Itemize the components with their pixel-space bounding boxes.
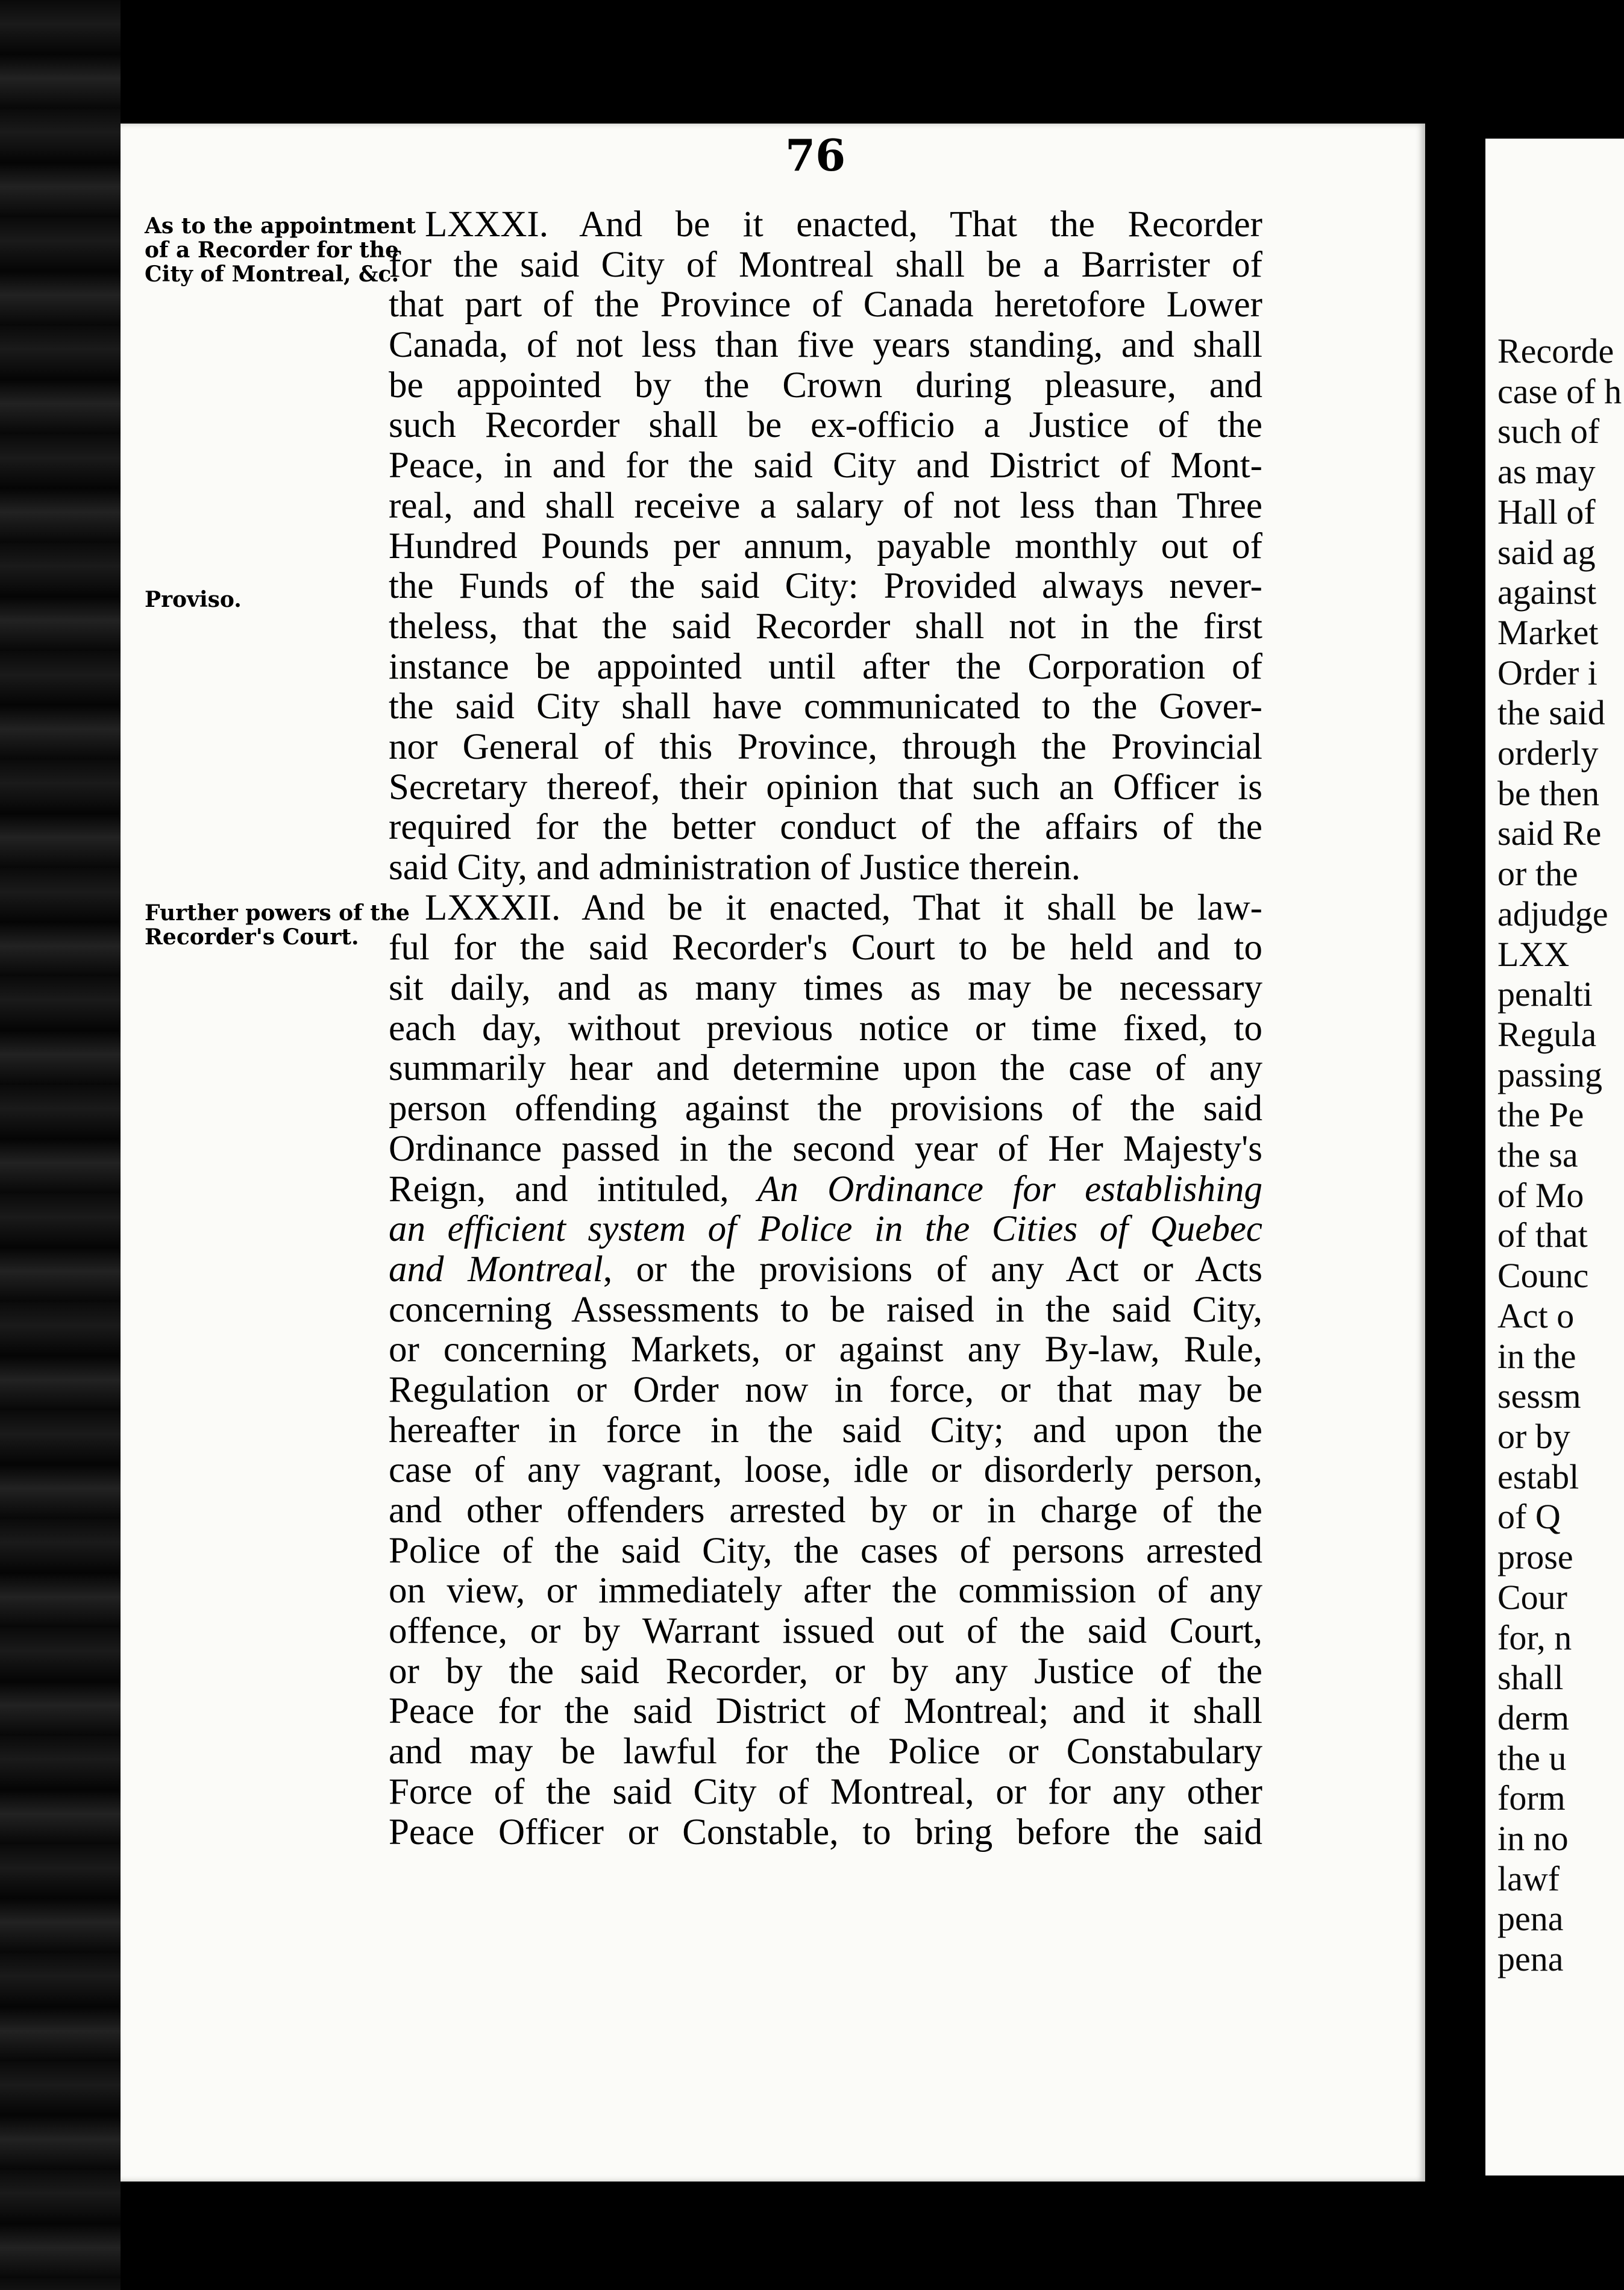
right-page-line: of Mo bbox=[1497, 1175, 1584, 1215]
right-page-line: said Re bbox=[1497, 814, 1602, 853]
section-text bbox=[389, 205, 1262, 1852]
body-line: person offending against the provisions of the said bbox=[389, 1088, 1262, 1129]
right-page-line: the said bbox=[1497, 693, 1605, 733]
right-page-line: derm bbox=[1497, 1698, 1570, 1737]
body-line: real, and shall receive a salary of not less than Three bbox=[389, 485, 1262, 526]
right-page bbox=[1485, 139, 1624, 2176]
right-page-line: lawf bbox=[1497, 1859, 1560, 1898]
body-line: LXXXII. And be it enacted, That it shall be law- bbox=[425, 887, 1262, 928]
right-page-line: prose bbox=[1497, 1537, 1573, 1577]
right-page-line: establ bbox=[1497, 1457, 1579, 1496]
right-page-line: the sa bbox=[1497, 1135, 1578, 1175]
right-page-line: Recorde bbox=[1497, 331, 1614, 371]
body-line: Force of the said City of Montreal, or for any other bbox=[389, 1771, 1262, 1812]
right-page-line: sessm bbox=[1497, 1376, 1581, 1416]
body-line: Peace for the said District of Montreal; and it shall bbox=[389, 1691, 1262, 1732]
body-line: the said City shall have communicated to the Gover- bbox=[389, 686, 1262, 727]
right-page-line: shall bbox=[1497, 1658, 1564, 1698]
right-page-line: Hall of bbox=[1497, 492, 1596, 532]
right-page-line: LXX bbox=[1497, 934, 1570, 974]
page-number: 76 bbox=[785, 130, 846, 181]
body-line: that part of the Province of Canada heretofore Lower bbox=[389, 284, 1262, 325]
margin-note-line: As to the appointment bbox=[145, 213, 416, 239]
body-line bbox=[389, 1250, 1262, 1290]
right-page-line: Counc bbox=[1497, 1256, 1589, 1296]
right-page-line: the Pe bbox=[1497, 1095, 1584, 1135]
right-page-line: or the bbox=[1497, 854, 1578, 894]
body-line: Regulation or Order now in force, or that may be bbox=[389, 1369, 1262, 1410]
right-page-line: of Q bbox=[1497, 1497, 1561, 1537]
right-page-line: Act o bbox=[1497, 1296, 1575, 1335]
right-page-line: penalti bbox=[1497, 974, 1593, 1014]
right-page-line: for, n bbox=[1497, 1617, 1572, 1657]
right-page-line: Regula bbox=[1497, 1014, 1597, 1054]
body-line: Ordinance passed in the second year of Her Majesty's bbox=[389, 1128, 1262, 1169]
margin-note-line: Proviso. bbox=[145, 587, 242, 612]
body-line: summarily hear and determine upon the case of any bbox=[389, 1048, 1262, 1089]
film-edge bbox=[0, 0, 121, 2290]
body-line: sit daily, and as many times as may be necessary bbox=[389, 968, 1262, 1009]
body-line bbox=[389, 1170, 1262, 1210]
body-line: theless, that the said Recorder shall not in the first bbox=[389, 606, 1262, 647]
margin-note-line: Recorder's Court. bbox=[145, 924, 359, 950]
margin-note-line: Further powers of the bbox=[145, 900, 410, 926]
ordinance-title: and Montreal bbox=[389, 1249, 603, 1290]
ordinance-title: An Ordinance for establishing bbox=[729, 1169, 1262, 1209]
right-page-line: such of bbox=[1497, 412, 1600, 451]
body-line: or concerning Markets, or against any By-law, Rule, bbox=[389, 1329, 1262, 1370]
body-line: nor General of this Province, through the Provincial bbox=[389, 726, 1262, 767]
body-line: Peace Officer or Constable, to bring before the said bbox=[389, 1812, 1262, 1852]
body-line: Canada, of not less than five years standing, and shall bbox=[389, 325, 1262, 366]
body-line: LXXXI. And be it enacted, That the Recorder bbox=[425, 204, 1262, 245]
right-page-line: or by bbox=[1497, 1416, 1570, 1456]
right-page-line: case of h bbox=[1497, 371, 1622, 411]
body-line: or by the said Recorder, or by any Justice of the bbox=[389, 1651, 1262, 1692]
body-line: and other offenders arrested by or in charge of the bbox=[389, 1490, 1262, 1531]
body-line: such Recorder shall be ex-officio a Justice of the bbox=[389, 405, 1262, 446]
body-line: and may be lawful for the Police or Constabulary bbox=[389, 1731, 1262, 1772]
body-line: offence, or by Warrant issued out of the said Court, bbox=[389, 1611, 1262, 1652]
body-line: an efficient system of Police in the Cities of Quebec bbox=[389, 1209, 1262, 1250]
body-line: hereafter in force in the said City; and upon the bbox=[389, 1410, 1262, 1451]
body-line: each day, without previous notice or time fixed, to bbox=[389, 1008, 1262, 1049]
body-line: concerning Assessments to be raised in the said City, bbox=[389, 1289, 1262, 1330]
right-page-line: be then bbox=[1497, 773, 1600, 813]
right-page-line: in the bbox=[1497, 1336, 1576, 1376]
right-page-line: pena bbox=[1497, 1939, 1564, 1979]
right-page-line: of that bbox=[1497, 1216, 1588, 1255]
margin-note-line: City of Montreal, &c. bbox=[145, 262, 399, 287]
body-line: be appointed by the Crown during pleasure, and bbox=[389, 365, 1262, 406]
body-line-part: Reign, and intituled, bbox=[389, 1169, 729, 1209]
body-line: the Funds of the said City: Provided always never- bbox=[389, 566, 1262, 607]
right-page-line: form bbox=[1497, 1778, 1566, 1818]
right-page-line: said ag bbox=[1497, 532, 1596, 572]
body-line: Secretary thereof, their opinion that such an Officer is bbox=[389, 767, 1262, 808]
right-page-text bbox=[1497, 331, 1622, 1980]
right-page-line: orderly bbox=[1497, 733, 1599, 773]
body-line: Police of the said City, the cases of persons arrested bbox=[389, 1530, 1262, 1571]
body-line-part: , or the provisions of any Act or Acts bbox=[603, 1249, 1262, 1290]
body-line: said City, and administration of Justice therein. bbox=[389, 847, 1081, 888]
body-line: required for the better conduct of the affairs of the bbox=[389, 807, 1262, 848]
body-line: on view, or immediately after the commission of any bbox=[389, 1570, 1262, 1611]
right-page-line: Cour bbox=[1497, 1577, 1567, 1617]
right-page-line: against bbox=[1497, 572, 1597, 612]
margin-note-line: of a Recorder for the bbox=[145, 237, 399, 263]
right-page-line: in no bbox=[1497, 1819, 1569, 1859]
body-line: Hundred Pounds per annum, payable monthly out of bbox=[389, 525, 1262, 566]
body-line: case of any vagrant, loose, idle or disorderly person, bbox=[389, 1450, 1262, 1491]
right-page-line: as may bbox=[1497, 452, 1596, 492]
right-page-line: the u bbox=[1497, 1738, 1567, 1778]
body-line: ful for the said Recorder's Court to be held and to bbox=[389, 927, 1262, 968]
right-page-line: Order i bbox=[1497, 653, 1597, 692]
body-line: for the said City of Montreal shall be a Barrister of bbox=[389, 244, 1262, 285]
body-line: Peace, in and for the said City and District of Mont- bbox=[389, 445, 1262, 486]
right-page-line: adjudge bbox=[1497, 894, 1608, 933]
body-line: instance be appointed until after the Corporation of bbox=[389, 646, 1262, 687]
right-page-line: passing bbox=[1497, 1055, 1602, 1094]
right-page-line: pena bbox=[1497, 1899, 1564, 1939]
right-page-line: Market bbox=[1497, 612, 1599, 652]
